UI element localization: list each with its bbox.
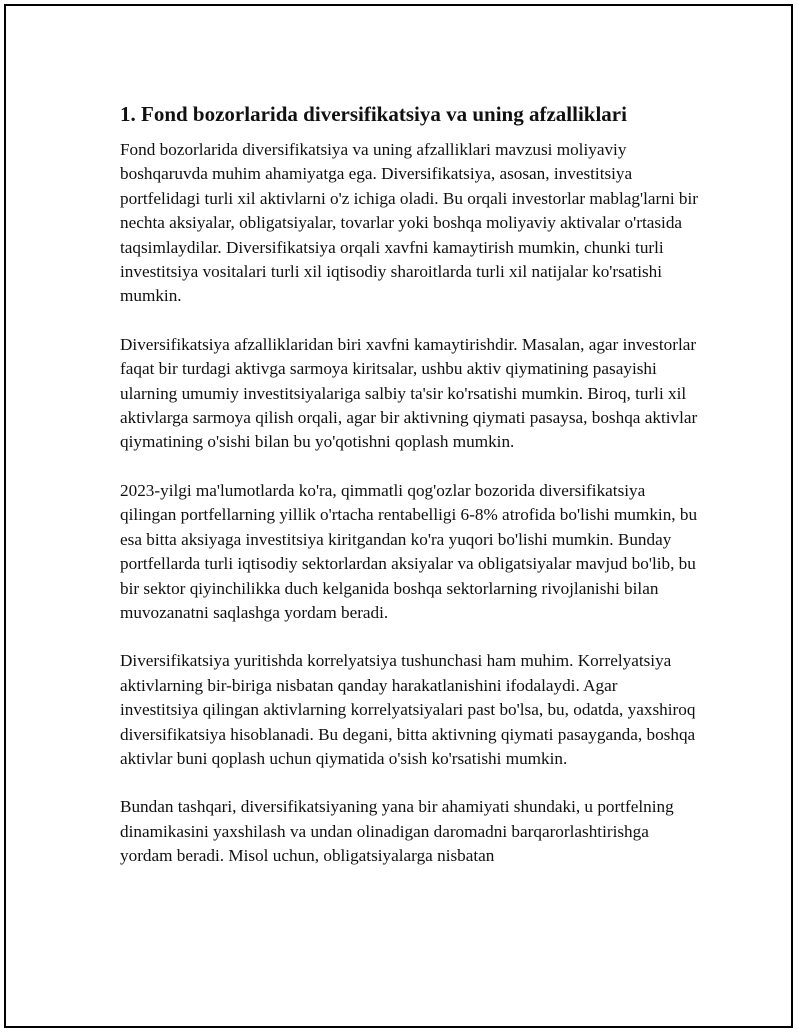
paragraph-1: Fond bozorlarida diversifikatsiya va uning afzalliklari mavzusi moliyaviy boshqaruvda muhim ahamiyatga ega. Diversifikatsiya, asosan, investitsiya portfelidagi turli xil aktivlarni o'z ichiga oladi. Bu orqali investorlar mablag'larni bir nechta aksiyalar, obligatsiyalar, tovarlar yoki boshqa moliyaviy aktivalar o'rtasida taqsimlaydilar. Diversifikatsiya orqali xavfni kamaytirish mumkin, chunki turli investitsiya vositalari turli xil iqtisodiy sharoitlarda turli xil natijalar ko'rsatishi mumkin. — [120, 140, 698, 306]
paragraph-2: Diversifikatsiya afzalliklaridan biri xavfni kamaytirishdir. Masalan, agar investorlar faqat bir turdagi aktivga sarmoya kiritsalar, ushbu aktiv qiymatining pasayishi ularning umumiy investitsiyalariga salbiy ta'sir ko'rsatishi mumkin. Biroq, turli xil aktivlarga sarmoya qilish orqali, agar bir aktivning qiymati pasaysa, boshqa aktivlar qiymatining o'sishi bilan bu yo'qotishni qoplash mumkin. — [120, 334, 698, 452]
section-heading: 1. Fond bozorlarida diversifikatsiya va uning afzalliklari — [120, 102, 627, 126]
paragraph-4: Diversifikatsiya yuritishda korrelyatsiya tushunchasi ham muhim. Korrelyatsiya aktivlarning bir-biriga nisbatan qanday harakatlanishini ifodalaydi. Agar investitsiya qilingan aktivlarning korrelyatsiyalari past bo'lsa, bu, odatda, yaxshiroq diversifikatsiya hisoblanadi. Bu degani, bitta aktivning qiymati pasayganda, boshqa aktivlar buni qoplash uchun qiymatida o'sish ko'rsatishi mumkin. — [120, 651, 696, 768]
document-body — [120, 100, 700, 893]
paragraph-5: Bundan tashqari, diversifikatsiyaning yana bir ahamiyati shundaki, u portfelning dinamikasini yaxshilash va undan olinadigan daromadni barqarorlashtirishga yordam beradi. Misol uchun, obligatsiyalarga nisbatan — [120, 797, 674, 866]
paragraph-3: 2023-yilgi ma'lumotlarda ko'ra, qimmatli qog'ozlar bozorida diversifikatsiya qilingan portfellarning yillik o'rtacha rentabelligi 6-8% atrofida bo'lishi mumkin, bu esa bitta aksiyaga investitsiya kiritgandan ko'ra yuqori bo'lishi mumkin. Bunday portfellarda turli iqtisodiy sektorlardan aksiyalar va obligatsiyalar mavjud bo'lib, bu bir sektor qiyinchilikka duch kelganida boshqa sektorlarning rivojlanishi bilan muvozanatni saqlashga yordam beradi. — [120, 480, 698, 622]
page-frame — [4, 4, 793, 1028]
